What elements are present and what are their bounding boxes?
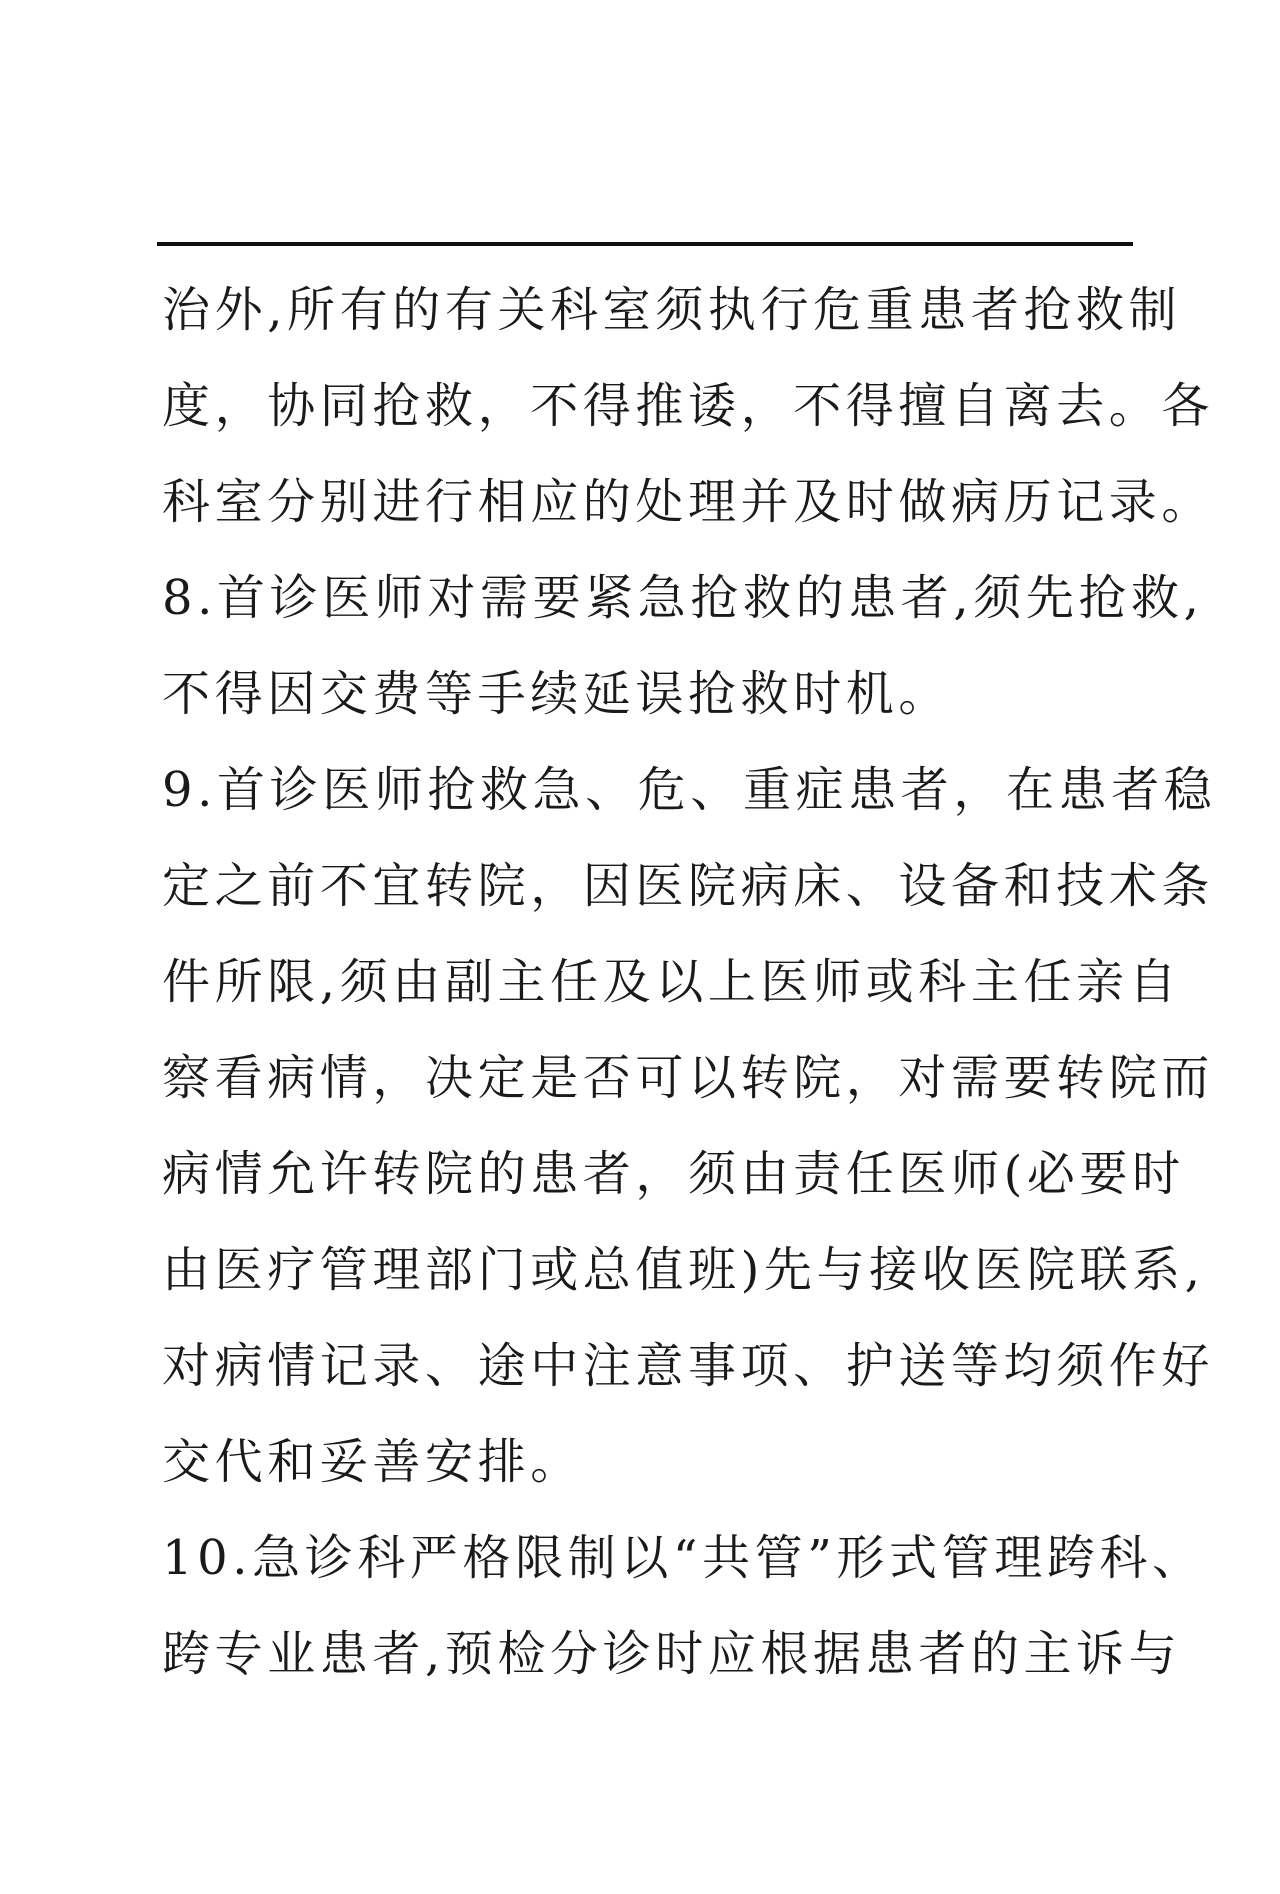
text-line: 10.急诊科严格限制以“共管”形式管理跨科、 <box>162 1530 1205 1586</box>
text-line: 治外,所有的有关科室须执行危重患者抢救制 <box>162 282 1182 338</box>
text-line: 科室分别进行相应的处理并及时做病历记录。 <box>162 474 1215 530</box>
document-body <box>162 262 1217 1702</box>
text-line: 察看病情，决定是否可以转院，对需要转院而 <box>162 1050 1215 1106</box>
text-line: 9.首诊医师抢救急、危、重症患者，在患者稳 <box>162 762 1217 818</box>
text-line: 跨专业患者,预检分诊时应根据患者的主诉与 <box>162 1626 1182 1682</box>
text-line: 度，协同抢救，不得推诿，不得擅自离去。各 <box>162 378 1215 434</box>
text-line: 病情允许转院的患者，须由责任医师(必要时 <box>162 1146 1185 1202</box>
text-line: 交代和妥善安排。 <box>162 1434 583 1490</box>
text-line: 件所限,须由副主任及以上医师或科主任亲自 <box>162 954 1182 1010</box>
text-line: 8.首诊医师对需要紧急抢救的患者,须先抢救, <box>162 570 1204 626</box>
text-line: 不得因交费等手续延误抢救时机。 <box>162 666 952 722</box>
text-line: 定之前不宜转院，因医院病床、设备和技术条 <box>162 858 1215 914</box>
text-line: 由医疗管理部门或总值班)先与接收医院联系, <box>162 1242 1205 1298</box>
text-line: 对病情记录、途中注意事项、护送等均须作好 <box>162 1338 1215 1394</box>
header-rule <box>157 242 1133 246</box>
